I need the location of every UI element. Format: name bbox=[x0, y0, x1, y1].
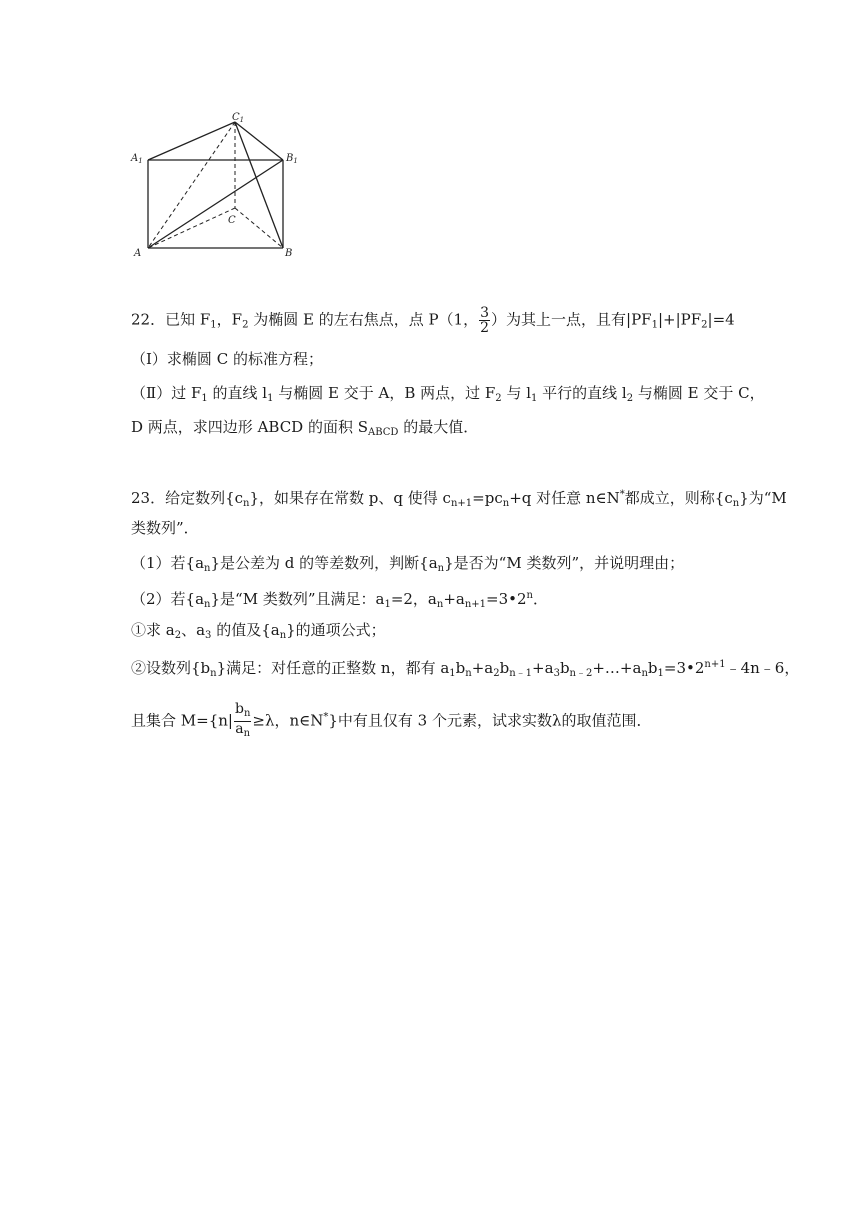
q23-line3: （1）若$\{a_n\}$是公差为 d 的等差数列，判断$\{a_n\}$是否为“M 类数列”，并说明理由； bbox=[131, 554, 685, 574]
q23-line6: ②设数列$\{b_n\}$满足：对任意的正整数 n，都有 $a_1b_n+a_2b_{n﹣1}+a_3b_{n﹣2}+\dots+a_nb_1=3•2^{n+1}﹣4n﹣6$， bbox=[131, 659, 800, 679]
q22-line3: （Ⅱ）过 $F_1$ 的直线 $l_1$ 与椭圆 E 交于 A，B 两点，过 $F_2$ 与 $l_1$ 平行的直线 $l_2$ 与椭圆 E 交于 C， bbox=[131, 384, 765, 404]
q22-line4: D 两点，求四边形 ABCD 的面积 $S_{ABCD}$ 的最大值． bbox=[131, 418, 479, 438]
q23-line1: 23．给定数列$\{c_n\}$，如果存在常数 p、q 使得 $c_{n+1}=pc_n+q$ 对任意 n∈N*都成立，则称$\{c_n\}$为“M bbox=[131, 489, 787, 509]
label-b: B bbox=[285, 248, 293, 259]
edge-c-a-dashed bbox=[148, 208, 235, 248]
q23-line4: （2）若$\{a_n\}$是“M 类数列”且满足：$a_1=2$，$a_n+a_{n+1}=3•2^n$． bbox=[131, 590, 549, 610]
label-c: C bbox=[228, 215, 236, 226]
q23-line7: 且集合 M={n| $\frac{b_n}{a_n}$ ≥λ，n∈N*}中有且仅有 3 个元素，试求实数λ的取值范围． bbox=[131, 701, 652, 739]
prism-figure bbox=[128, 110, 308, 260]
q22-line2: （Ⅰ）求椭圆 C 的标准方程； bbox=[131, 350, 323, 368]
fraction-3-2: $\frac{3}{2}$ bbox=[480, 305, 490, 336]
label-b1: $B_1$ bbox=[286, 153, 298, 165]
label-a1: $A_1$ bbox=[131, 153, 143, 165]
fraction-bn-an: $\frac{b_n}{a_n}$ bbox=[234, 701, 251, 739]
q23-line5: ①求 $a_2$、$a_3$ 的值及$\{a_n\}$的通项公式； bbox=[131, 621, 386, 641]
label-c1: $C_1$ bbox=[232, 112, 245, 124]
label-a: A bbox=[134, 248, 142, 259]
q22-line1: 22．已知 $F_1$，$F_2$ 为椭圆 E 的左右焦点，点 P（1， $\frac{3}{2}$ ）为其上一点，且有$|PF_1|+|PF_2|=4$ bbox=[131, 305, 735, 336]
edge-a-b1 bbox=[148, 160, 283, 248]
q23-line2: 类数列”． bbox=[131, 519, 199, 537]
